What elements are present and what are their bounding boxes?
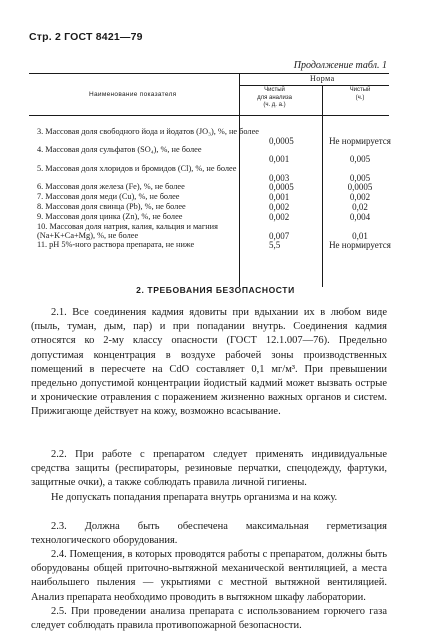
row-value-pure-analysis: 0,001 <box>269 154 290 164</box>
row-value-pure: 0,005 <box>349 154 371 164</box>
row-value-pure-analysis: 0,003 <box>269 173 290 183</box>
table-top-rule <box>29 73 389 74</box>
column-divider-2 <box>322 85 323 287</box>
norma-rule <box>239 85 389 86</box>
row-name: 6. Массовая доля железа (Fe), %, не более <box>37 182 185 191</box>
row-name: 3. Массовая доля свободного йода и йодатов (JO₃), %, не более <box>37 127 259 136</box>
row-name: 9. Массовая доля цинка (Zn), %, не более <box>37 212 183 221</box>
row-value-pure-analysis: 0,002 <box>269 212 290 222</box>
row-value-pure-analysis: 0,0005 <box>269 182 294 192</box>
column-header-pure-analysis: Чистый для анализа (ч. д. а.) <box>257 87 292 108</box>
header-bottom-rule <box>29 115 389 116</box>
row-value-pure: 0,01 <box>352 231 368 241</box>
column-divider-1 <box>239 73 240 287</box>
row-name: 8. Массовая доля свинца (Pb), %, не более <box>37 202 186 211</box>
paragraph: 2.3. Должна быть обеспечена максимальная герметизация технологического оборудования. <box>31 521 387 547</box>
paragraph: Не допускать попадания препарата внутрь организма и на кожу. <box>51 492 338 503</box>
paragraph: 2.2. При работе с препаратом следует применять индивидуальные средства защиты (респираторы, резиновые перчатки, спецодежду, фартуки, защитные очки), а также соблюдать правила личной гигиены. <box>31 449 387 489</box>
paragraph: 2.5. При проведении анализа препарата с использованием горючего газа следует соблюдать правила противопожарной безопасности. <box>31 606 387 632</box>
row-value-pure: 0,002 <box>349 192 371 202</box>
table-continuation-note: Продолжение табл. 1 <box>293 60 387 71</box>
row-name: 10. Массовая доля натрия, калия, кальция и магния (Na+K+Ca+Mg), %, не более <box>37 222 218 240</box>
column-header-indicator: Наименование показателя <box>89 91 177 98</box>
row-value-pure-analysis: 5,5 <box>269 240 281 250</box>
row-name: 5. Массовая доля хлоридов и бромидов (Cl), %, не более <box>37 164 237 173</box>
row-name: 4. Массовая доля сульфатов (SO₄), %, не более <box>37 145 202 154</box>
row-value-pure: 0,0005 <box>347 182 373 192</box>
row-value-pure: 0,005 <box>349 173 371 183</box>
page-header: Стр. 2 ГОСТ 8421—79 <box>29 31 143 43</box>
row-value-pure-analysis: 0,0005 <box>269 136 294 146</box>
row-value-pure-analysis: 0,001 <box>269 192 290 202</box>
row-value-pure: 0,004 <box>349 212 371 222</box>
section-title: 2. ТРЕБОВАНИЯ БЕЗОПАСНОСТИ <box>136 285 295 295</box>
row-value-pure-analysis: 0,007 <box>269 231 290 241</box>
row-value-pure-analysis: 0,002 <box>269 202 290 212</box>
paragraph: 2.4. Помещения, в которых проводятся работы с препаратом, должны быть оборудованы общей приточно-вытяжной механической вентиляцией, а места наибольшего пыления — укрытиями с местной вытяжной вентиляцией. Анализ препарата необходимо проводить в вытяжном шкафу лаборатории. <box>31 549 387 603</box>
row-value-pure: Не нормируется <box>329 136 391 146</box>
column-header-norma: Норма <box>310 74 335 83</box>
row-value-pure: 0,02 <box>352 202 368 212</box>
paragraph: 2.1. Все соединения кадмия ядовиты при вдыхании их в любом виде (пыль, туман, дым, пар) и при попадании внутрь. Соединения кадмия относятся ко 2-му классу опасности (ГОСТ 12.1.007—76). Предельно допустимая концентрация в воздухе рабочей зоны производственных помещений в пересчете на CdO составляет 0,1 мг/м³. При превышении предельно допустимой концентрации йодистый кадмий может вызвать острые и хронические отравления с поражением жизненно важных органов и систем. Прижигающе действует на кожу, возможно всасывание. <box>31 307 387 418</box>
row-name: 11. pH 5%-ного раствора препарата, не ниже <box>37 240 195 249</box>
row-value-pure: Не нормируется <box>329 240 391 250</box>
column-header-pure: Чистый (ч.) <box>349 87 371 101</box>
row-name: 7. Массовая доля меди (Cu), %, не более <box>37 192 180 201</box>
